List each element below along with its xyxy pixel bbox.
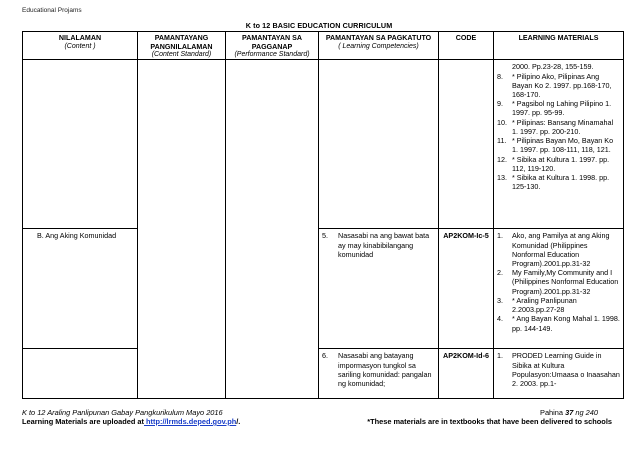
code-cell: AP2KOM-Ic-5 [439,229,494,349]
col-header-learning-materials: LEARNING MATERIALS [494,32,624,60]
content-cell: B. Ang Aking Komunidad [23,229,138,349]
code-cell [439,60,494,229]
competency-cell [319,229,439,349]
content-standard-cell [138,60,226,399]
lrmds-link[interactable]: http://lrmds.deped.gov.ph [143,417,237,426]
competency-number: 5. [322,231,328,241]
col-header-code: CODE [439,32,494,60]
materials-list [497,62,620,191]
list-item: 8. * Pilipino Ako, Pilipinas Ang Bayan Ko 2. 1997. pp.168-170, 168-170. [497,71,612,100]
list-item: 1. Ako, ang Pamilya at ang Aking Komunidad (Philippines Nonformal Education Program).2001.pp.31-32 [497,231,610,269]
col-header-content: NILALAMAN (Content ) [23,32,138,60]
competency-number: 6. [322,351,328,361]
materials-list [497,231,620,332]
content-cell [23,349,138,399]
materials-list [497,351,620,388]
footer-page-number: Pahina 37 ng 240 [540,408,598,417]
competency-cell [319,60,439,229]
materials-cell [494,349,624,399]
list-item: 9. * Pagsibol ng Lahing Pilipino 1. 1997. pp. 95-99. [497,99,612,118]
list-item: 2. My Family,My Community and I (Philippines Nonformal Education Program).2001.pp.31-32 [497,268,619,296]
org-label: Educational Projams [22,7,82,14]
list-item: 10. * Pilipinas: Bansang Minamahal 1. 1997. pp. 200-210. [497,117,614,136]
competency-text: Nasasabi ang batayang impormasyon tungkol sa sariling komunidad: pangalan ng komunidad; [338,351,432,389]
list-item: 2000. Pp.23-28, 155-159. [512,62,594,72]
page-title: K to 12 BASIC EDUCATION CURRICULUM [245,21,393,30]
list-item: 4. * Ang Bayan Kong Mahal 1. 1998. pp. 144-149. [497,314,620,333]
competency-cell [319,349,439,399]
footer-upload-note: Learning Materials are uploaded at http://lrmds.deped.gov.ph/. [22,417,241,426]
table-row [23,229,624,349]
code-cell: AP2KOM-Id-6 [439,349,494,399]
list-item: 12. * Sibika at Kultura 1. 1997. pp. 112, 119-120. [497,154,610,173]
col-header-performance-standard: PAMANTAYAN SA PAGGANAP (Performance Standard) [226,32,319,60]
performance-standard-cell [226,60,319,399]
footer-document-title: K to 12 Araling Panlipunan Gabay Pangkurikulum Mayo 2016 [22,408,223,417]
table-header-row [23,32,624,60]
table-row [23,60,624,229]
table-row [23,349,624,399]
materials-cell [494,60,624,229]
materials-cell [494,229,624,349]
content-cell [23,60,138,229]
competency-text: Nasasabi na ang bawat bata ay may kinabibilangang komunidad [338,231,430,259]
list-item: 11. * Pilipinas Bayan Mo, Bayan Ko 1. 1997. pp. 108-111, 118, 121. [497,136,614,155]
list-item: 13. * Sibika at Kultura 1. 1998. pp. 125-130. [497,173,610,192]
footer-textbook-note: *These materials are in textbooks that have been delivered to schools [367,417,612,426]
col-header-content-standard: PAMANTAYANG PANGNILALAMAN (Content Standard) [138,32,226,60]
list-item: 1. PRODED Learning Guide in Sibika at Kultura Populasyon:Umaasa o Inaasahan 2. 2003. pp.1- [497,351,620,389]
curriculum-table [22,31,624,399]
list-item: 3. * Araling Panlipunan 2.2003.pp.27-28 [497,295,577,315]
col-header-learning-competencies: PAMANTAYAN SA PAGKATUTO ( Learning Competencies) [319,32,439,60]
